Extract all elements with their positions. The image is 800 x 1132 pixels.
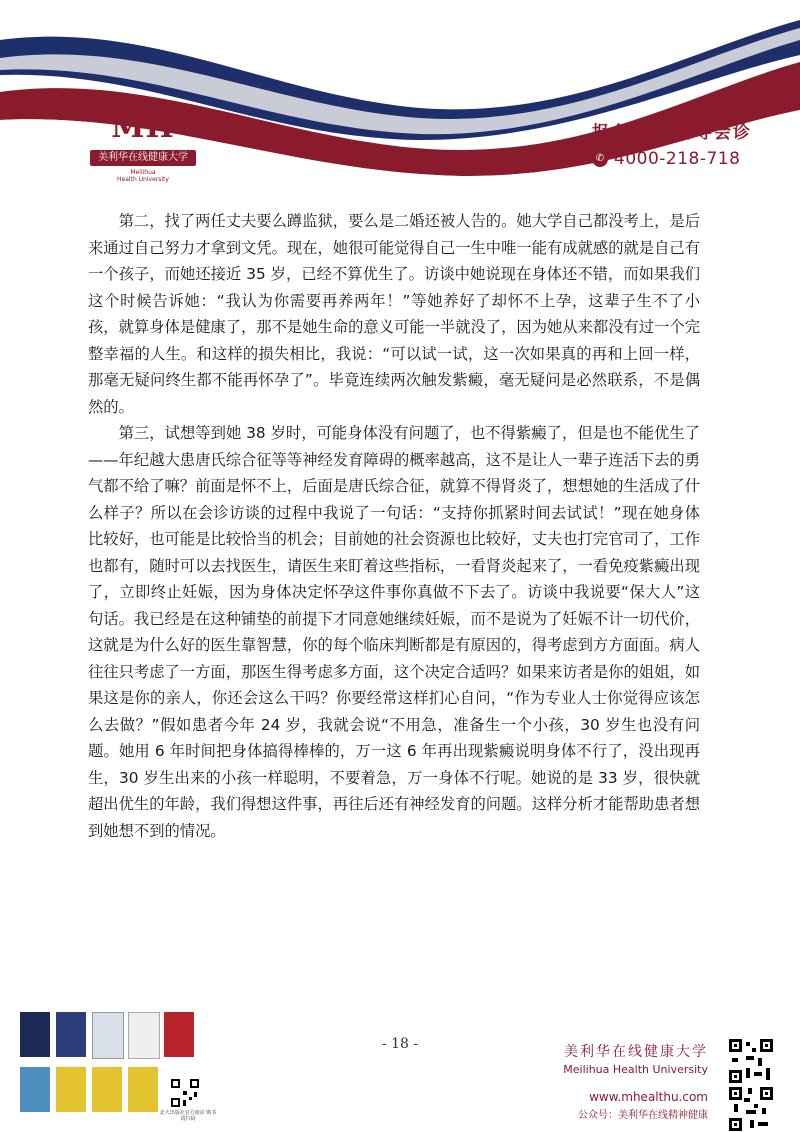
- website-qr-code: [728, 1038, 774, 1084]
- footer-wechat: 公众号：美利华在线精神健康: [578, 1110, 708, 1121]
- book-cover: [92, 1012, 124, 1059]
- bookstore-qr-code: [170, 1078, 200, 1108]
- footer-branding: [563, 1041, 708, 1121]
- header-contact: [592, 118, 762, 169]
- book-cover: [20, 1012, 50, 1057]
- paragraph: 第二，找了两任丈夫要么蹲监狱，要么是二婚还被人告的。她大学自己都没考上，是后来通过自己努力才拿到文凭。现在，她很可能觉得自己一生中唯一能有成就感的就是自己有一个孩子，而她还接近 35 岁，已经不算优生了。访谈中她说现在身体还不错，而如果我们这个时候告诉她：“我认为你需要再养两年！”等她养好了却怀不上孕，这辈子生不了小孩，就算身体是健康了，那不是她生命的意义可能一半就没了，因为她从来都没有过一个完整幸福的人生。和这样的损失相比，我说：“可以试一试，这一次如果真的再和上回一样，那毫无疑问终生都不能再怀孕了”。毕竟连续两次触发紫癜，毫无疑问是必然联系，不是偶然的。: [88, 212, 700, 416]
- book-cover: [56, 1067, 86, 1112]
- wechat-qr-code: [728, 1086, 774, 1132]
- article-body: [88, 208, 700, 844]
- book-cover: [164, 1012, 194, 1057]
- paragraph: 第三，试想等到她 38 岁时，可能身体没有问题了，也不得紫癜了，但是也不能优生了——年纪越大患唐氏综合征等等神经发育障碍的概率越高，这不是让人一辈子连活下去的勇气都不给了嘛？前面是怀不上，后面是唐氏综合征，就算不得肾炎了，想想她的生活成了什么样子？所以在会诊访谈的过程中我说了一句话：“支持你抓紧时间去试试！”现在她身体比较好，也可能是比较恰当的机会；目前她的社会资源也比较好，丈夫也打完官司了，工作也都有，随时可以去找医生，请医生来盯着这些指标，一看肾炎起来了，一看免疫紫癜出现了，立即终止妊娠，因为身体决定怀孕这件事你真做不下去了。访谈中我说要“保大人”这句话。我已经是在这种铺垫的前提下才同意她继续妊娠，而不是说为了妊娠不计一切代价，这就是为什么好的医生靠智慧，你的每个临床判断都是有原因的，得考虑到方方面面。病人往往只考虑了一方面，那医生得考虑多方面，这个决定合适吗？如果来访者是你的姐姐，如果这是你的亲人，你还会这么干吗？你要经常这样扪心自问，“作为专业人士你觉得应该怎么去做？”假如患者今年 24 岁，我就会说“不用急，准备生一个小孩，30 岁生也没有问题。她用 6 年时间把身体搞得棒棒的，万一这 6 年再出现紫癜说明身体不行了，没出现再生，30 岁生出来的小孩一样聪明，不要着急，万一身体不行呢。她说的是 33 岁，很快就超出优生的年龄，我们得想这件事，再往后还有神经发育的问题。这样分析才能帮助患者想到她想不到的情况。: [88, 424, 700, 840]
- phone-row: [592, 149, 762, 169]
- header-tagline: 报名学习 督导会诊: [592, 123, 752, 143]
- brand-logo: [88, 108, 198, 186]
- book-cover: [56, 1012, 86, 1057]
- phone-number: 4000-218-718: [614, 149, 741, 169]
- book-cover: [20, 1067, 50, 1112]
- book-cover: [92, 1067, 122, 1112]
- footer-school-cn: 美利华在线健康大学: [564, 1044, 708, 1060]
- logo-english: Meilihua Health University: [117, 169, 169, 183]
- book-cover: [128, 1012, 160, 1059]
- footer-school-en: Meilihua Health University: [563, 1063, 708, 1076]
- page-number: - 18 -: [381, 1036, 419, 1052]
- phone-icon: ✆: [592, 151, 608, 167]
- logo-mark: MH: [111, 110, 175, 145]
- book-cover: [128, 1067, 158, 1112]
- logo-banner: 美利华在线健康大学: [90, 150, 196, 166]
- qr-caption: 北大出版社官方商店 购书请扫码: [159, 1110, 217, 1122]
- footer-url[interactable]: www.mhealthu.com: [589, 1090, 708, 1104]
